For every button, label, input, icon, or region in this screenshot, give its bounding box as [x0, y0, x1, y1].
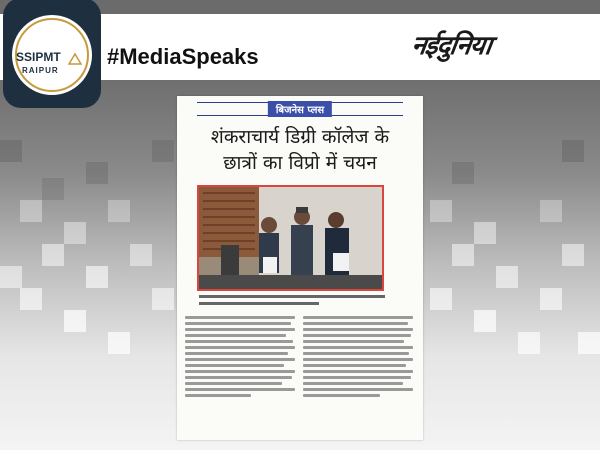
students-photo-image	[199, 187, 382, 289]
news-photo	[197, 185, 384, 291]
photo-caption-lines	[199, 294, 385, 308]
headline-line-2: छात्रों का विप्रो में चयन	[223, 152, 377, 174]
newspaper-masthead: नईदुनिया	[409, 31, 493, 61]
logo-text-ssipmt: SSIPMT	[16, 50, 61, 64]
logo-text-raipur: RAIPUR	[22, 66, 59, 75]
article-body	[185, 314, 415, 432]
newspaper-clipping	[177, 96, 423, 440]
section-label: बिजनेस प्लस	[268, 101, 332, 117]
section-tag	[197, 102, 403, 116]
headline	[181, 124, 419, 176]
headline-line-1: शंकराचार्य डिग्री कॉलेज के	[210, 126, 390, 148]
article-column-1	[185, 314, 295, 432]
article-column-2	[303, 314, 413, 432]
hashtag-title: #MediaSpeaks	[107, 44, 259, 69]
